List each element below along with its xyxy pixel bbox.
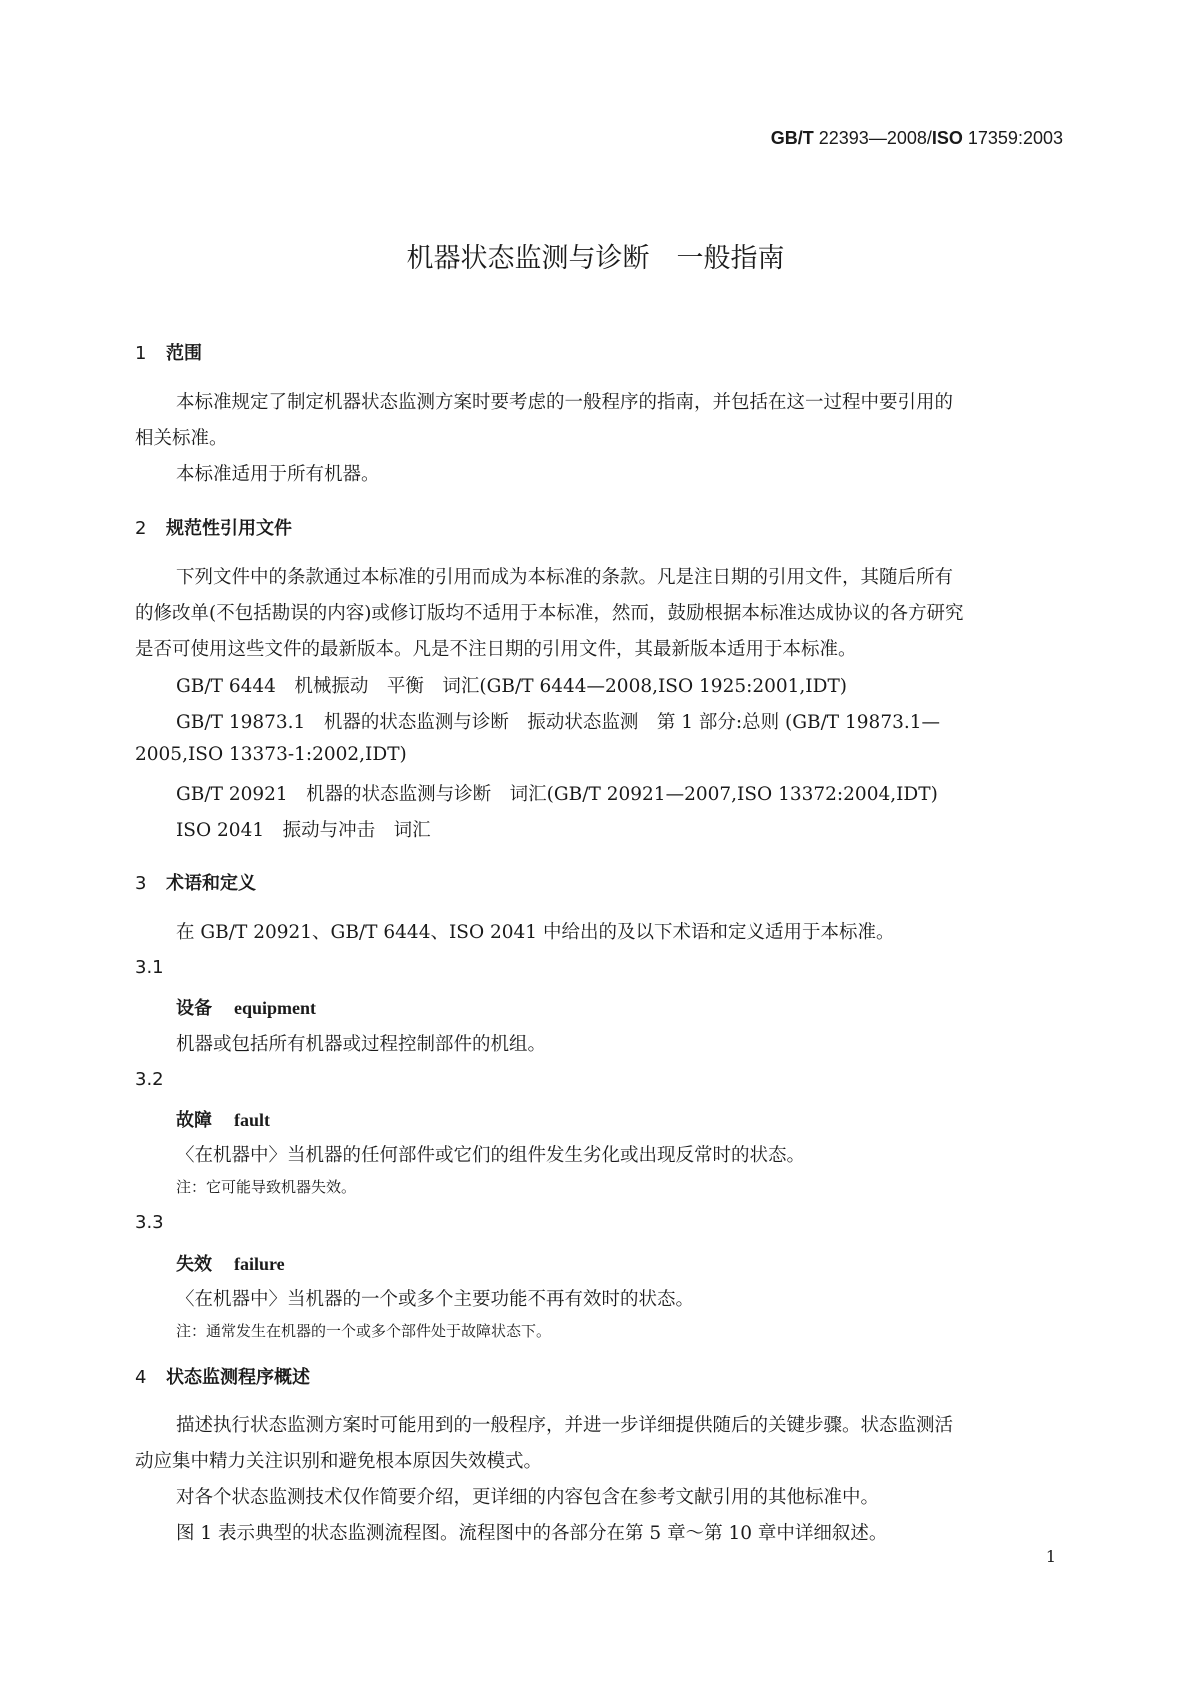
clause-number: 3.2 bbox=[135, 1069, 164, 1090]
s3-intro: 在 GB/T 20921、GB/T 6444、ISO 2041 中给出的及以下术语和定义适用于本标准。 bbox=[176, 922, 895, 943]
s2-paragraph-1-line-1: 下列文件中的条款通过本标准的引用而成为本标准的条款。凡是注日期的引用文件，其随后所有 bbox=[176, 567, 954, 588]
term-heading: 故障 fault bbox=[176, 1110, 270, 1131]
s4-paragraph-3: 图 1 表示典型的状态监测流程图。流程图中的各部分在第 5 章～第 10 章中详细叙述。 bbox=[176, 1523, 888, 1544]
normative-reference-1: GB/T 6444 机械振动 平衡 词汇(GB/T 6444—2008,ISO 1925:2001,IDT) bbox=[176, 676, 847, 697]
section-4-heading: 4 状态监测程序概述 bbox=[135, 1367, 310, 1388]
standard-code-header: GB/T 22393—2008/ISO 17359:2003 bbox=[770, 128, 1063, 148]
normative-reference-2-line-1: GB/T 19873.1 机器的状态监测与诊断 振动状态监测 第 1 部分:总则 (GB/T 19873.1— bbox=[176, 712, 941, 733]
s1-paragraph-1-line-2: 相关标准。 bbox=[135, 428, 228, 449]
page-number: 1 bbox=[1045, 1547, 1056, 1566]
s4-paragraph-1-line-1: 描述执行状态监测方案时可能用到的一般程序，并进一步详细提供随后的关键步骤。状态监测活 bbox=[176, 1415, 954, 1436]
s1-paragraph-2: 本标准适用于所有机器。 bbox=[176, 464, 380, 485]
s2-paragraph-1-line-3: 是否可使用这些文件的最新版本。凡是不注日期的引用文件，其最新版本适用于本标准。 bbox=[135, 639, 857, 660]
s2-paragraph-1-line-2: 的修改单(不包括勘误的内容)或修订版均不适用于本标准，然而，鼓励根据本标准达成协议的各方研究 bbox=[135, 603, 964, 624]
s4-paragraph-2: 对各个状态监测技术仅作简要介绍，更详细的内容包含在参考文献引用的其他标准中。 bbox=[176, 1487, 880, 1508]
term-heading: 设备 equipment bbox=[176, 998, 317, 1019]
term-definition: 机器或包括所有机器或过程控制部件的机组。 bbox=[176, 1034, 547, 1055]
section-1-heading: 1 范围 bbox=[135, 343, 202, 364]
clause-number: 3.3 bbox=[135, 1212, 164, 1233]
document-title: 机器状态监测与诊断 一般指南 bbox=[406, 243, 785, 274]
normative-reference-2-line-2: 2005,ISO 13373-1:2002,IDT) bbox=[135, 744, 407, 765]
normative-reference-3: GB/T 20921 机器的状态监测与诊断 词汇(GB/T 20921—2007,ISO 13372:2004,IDT) bbox=[176, 784, 938, 805]
term-note: 注：它可能导致机器失效。 bbox=[176, 1178, 357, 1196]
s1-paragraph-1-line-1: 本标准规定了制定机器状态监测方案时要考虑的一般程序的指南，并包括在这一过程中要引用的 bbox=[176, 392, 954, 413]
clause-number: 3.1 bbox=[135, 957, 164, 978]
term-heading: 失效 failure bbox=[176, 1254, 285, 1275]
term-note: 注：通常发生在机器的一个或多个部件处于故障状态下。 bbox=[176, 1322, 552, 1340]
term-definition: 〈在机器中〉当机器的一个或多个主要功能不再有效时的状态。 bbox=[176, 1289, 695, 1310]
term-definition: 〈在机器中〉当机器的任何部件或它们的组件发生劣化或出现反常时的状态。 bbox=[176, 1145, 806, 1166]
section-2-heading: 2 规范性引用文件 bbox=[135, 518, 292, 539]
normative-reference-4: ISO 2041 振动与冲击 词汇 bbox=[176, 820, 431, 841]
section-3-heading: 3 术语和定义 bbox=[135, 873, 256, 894]
s4-paragraph-1-line-2: 动应集中精力关注识别和避免根本原因失效模式。 bbox=[135, 1451, 543, 1472]
